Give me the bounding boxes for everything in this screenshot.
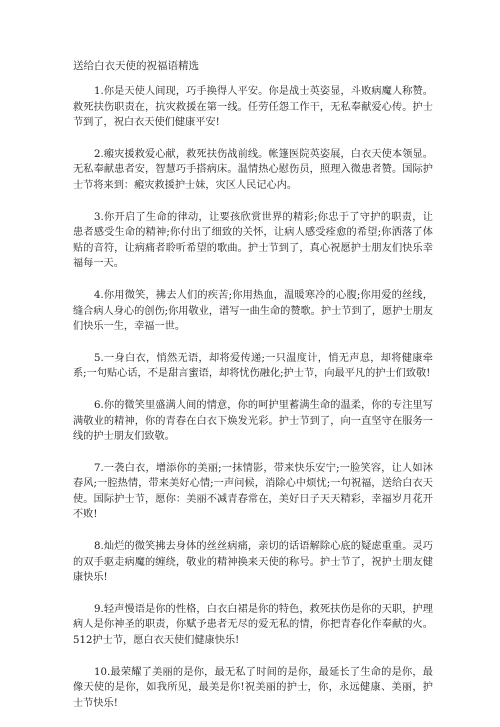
document-title: 送给白衣天使的祝福语精选 — [73, 60, 199, 72]
paragraph-9: 9.轻声慢语是你的性格，白衣白裙是你的特色，救死扶伤是你的天职，护理病人是你神圣的职责，你赋予患者无尽的爱无私的情，你把青春化作奉献的火。512护士节，愿白衣天使们健康快乐! — [73, 603, 433, 647]
paragraph-6: 6.你的微笑里盛满人间的情意，你的呵护里蓄满生命的温柔，你的专注里写满敬业的精神，你的青春在白衣下焕发光彩。护士节到了，向一直坚守在服务一线的护士朋友们致敬。 — [73, 399, 433, 443]
paragraph-8: 8.灿烂的微笑拂去身体的丝丝病痛，亲切的话语解除心底的疑虑重重。灵巧的双手驱走病魔的缠绕，敬业的精神换来天使的称号。护士节了，祝护士朋友健康快乐! — [73, 541, 433, 584]
paragraph-7: 7.一袭白衣，增添你的美丽;一抹情影，带来快乐安宁;一脸笑容，让人如沐春风;一腔热情，带来美好心情;一声问候，消除心中烦忧;一句祝福，送给白衣天使。国际护士节，愿你：美丽不减青春常在，美好日子天天精彩，幸福岁月花开不败! — [73, 462, 433, 521]
paragraph-3: 3.你开启了生命的律动，让要孩欣赏世界的精彩;你忠于了守护的职责，让患者感受生命的精神;你付出了细致的关怀，让病人感受痊愈的希望;你洒落了体贴的音符，让病痛者聆听希望的歌曲。护士节到了，真心祝愿护士朋友们快乐幸福每一天。 — [73, 211, 433, 270]
paragraph-10: 10.最荣耀了美丽的是你，最无私了时间的是你，最延长了生命的是你，最像天使的是你，如我所见，最美是你!祝美丽的护士，你，永远健康、美丽，护士节快乐! — [73, 666, 433, 709]
paragraph-1: 1.你是天使人间现，巧手换得人平安。你是战士英姿显，斗败病魔人称赞。救死扶伤职责在，抗灾救援在第一线。任劳任怨工作干，无私奉献爱心传。护士节到了，祝白衣天使们健康平安! — [73, 86, 433, 129]
paragraph-5: 5.一身白衣，悄然无语，却将爱传递;一只温度计，悄无声息，却将健康牵系;一句贴心话，不是甜言蜜语，却将忧伤融化;护士节，向最平凡的护士们致敬! — [73, 352, 433, 380]
document-page — [73, 58, 433, 727]
paragraph-4: 4.你用微笑，拂去人们的疾苦;你用热血，温暖寒冷的心腹;你用爱的丝线，缝合病人身心的创伤;你用敬业，谱写一曲生命的赞歌。护士节到了，愿护士朋友们快乐一生，幸福一世。 — [73, 289, 433, 333]
paragraph-2: 2.瘢灾援救爱心献，救死扶伤战前线。帐篷医院英姿展，白衣天使本领显。无私奉献患者安，智慧巧手搭病床。温情热心慰伤员，照理入微患者赞。国际护士节将来到：瘢灾救援护士妹，灾区人民记心内。 — [73, 148, 433, 191]
